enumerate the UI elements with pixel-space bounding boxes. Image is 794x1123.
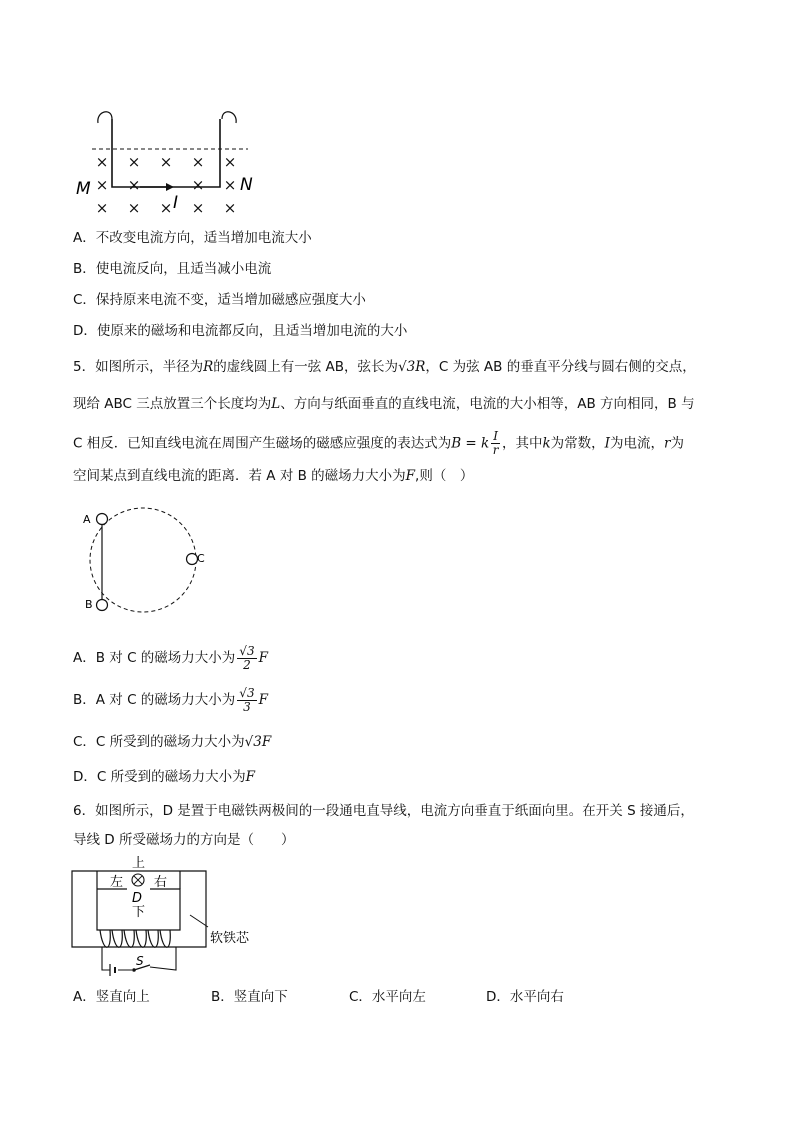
- svg-text:×: ×: [95, 153, 109, 171]
- q5-line-1: 5．如图所示，半径为R的虚线圆上有一弦 AB，弦长为√3R，C 为弦 AB 的垂直平分线与圆右侧的交点，: [73, 359, 696, 375]
- q6-option-c: C．水平向左: [349, 989, 426, 1005]
- svg-text:×: ×: [191, 176, 205, 194]
- svg-text:×: ×: [223, 199, 237, 217]
- left-hook: [98, 112, 112, 123]
- svg-text:×: ×: [223, 153, 237, 171]
- q5-line-4: 空间某点到直线电流的距离．若 A 对 B 的磁场力大小为F,则（ ）: [73, 468, 474, 484]
- q5-line-3: C 相反．已知直线电流在周围产生磁场的磁感应强度的表达式为B = k $\frac{I}{r}$ ，其中k为常数，I为电流，r为: [73, 429, 684, 457]
- label-current: I: [173, 193, 179, 213]
- label-left: 左: [110, 875, 124, 890]
- q5-option-b: B．A 对 C 的磁场力大小为 $\frac{√3}{3}$ F: [73, 685, 268, 714]
- q4-option-d: D．使原来的磁场和电流都反向，且适当增加电流的大小: [73, 323, 408, 339]
- label-right: 右: [154, 875, 168, 890]
- q5-diagram: [75, 500, 215, 620]
- label-m: M: [76, 179, 91, 199]
- q5-option-d: D．C 所受到的磁场力大小为F: [73, 769, 255, 785]
- coil: [100, 930, 170, 947]
- label-c: C: [197, 552, 205, 565]
- svg-text:×: ×: [127, 199, 141, 217]
- q5-option-c: C．C 所受到的磁场力大小为√3F: [73, 734, 272, 750]
- q5-option-a: A．B 对 C 的磁场力大小为 $\frac{√3}{2}$ F: [73, 643, 268, 672]
- label-core: 软铁芯: [210, 931, 250, 946]
- svg-text:×: ×: [223, 176, 237, 194]
- label-d: D: [132, 891, 143, 906]
- svg-text:×: ×: [191, 153, 205, 171]
- core-leader: [190, 915, 208, 927]
- q4-option-a: A．不改变电流方向，适当增加电流大小: [73, 230, 312, 246]
- point-c: [187, 554, 198, 565]
- svg-text:×: ×: [95, 176, 109, 194]
- q6-line-2: 导线 D 所受磁场力的方向是（ ）: [73, 832, 295, 848]
- right-hook: [222, 112, 236, 123]
- label-a: A: [83, 513, 91, 526]
- svg-text:×: ×: [159, 199, 173, 217]
- label-up: 上: [132, 856, 146, 871]
- label-b: B: [85, 598, 93, 611]
- q5-line-2: 现给 ABC 三点放置三个长度均为L、方向与纸面垂直的直线电流，电流的大小相等，AB 方向相同，B 与: [73, 396, 695, 412]
- q6-line-1: 6．如图所示，D 是置于电磁铁两极间的一段通电直导线，电流方向垂直于纸面向里。在开关 S 接通后，: [73, 803, 694, 819]
- q6-option-a: A．竖直向上: [73, 989, 150, 1005]
- q4-diagram: [70, 105, 270, 220]
- svg-text:×: ×: [127, 153, 141, 171]
- svg-text:×: ×: [191, 199, 205, 217]
- current-arrow: [166, 183, 174, 191]
- formula-fraction: $\frac{I}{r}$: [492, 429, 499, 457]
- label-n: N: [240, 175, 253, 195]
- label-down: 下: [132, 905, 146, 920]
- point-a: [97, 514, 108, 525]
- svg-text:×: ×: [127, 176, 141, 194]
- q4-option-c: C．保持原来电流不变，适当增加磁感应强度大小: [73, 292, 366, 308]
- point-b: [97, 600, 108, 611]
- q6-option-d: D．水平向右: [486, 989, 564, 1005]
- label-s: S: [136, 954, 144, 968]
- q6-diagram: [70, 855, 270, 980]
- q4-option-b: B．使电流反向，且适当减小电流: [73, 261, 272, 277]
- svg-text:×: ×: [95, 199, 109, 217]
- q6-option-b: B．竖直向下: [211, 989, 288, 1005]
- svg-text:×: ×: [159, 153, 173, 171]
